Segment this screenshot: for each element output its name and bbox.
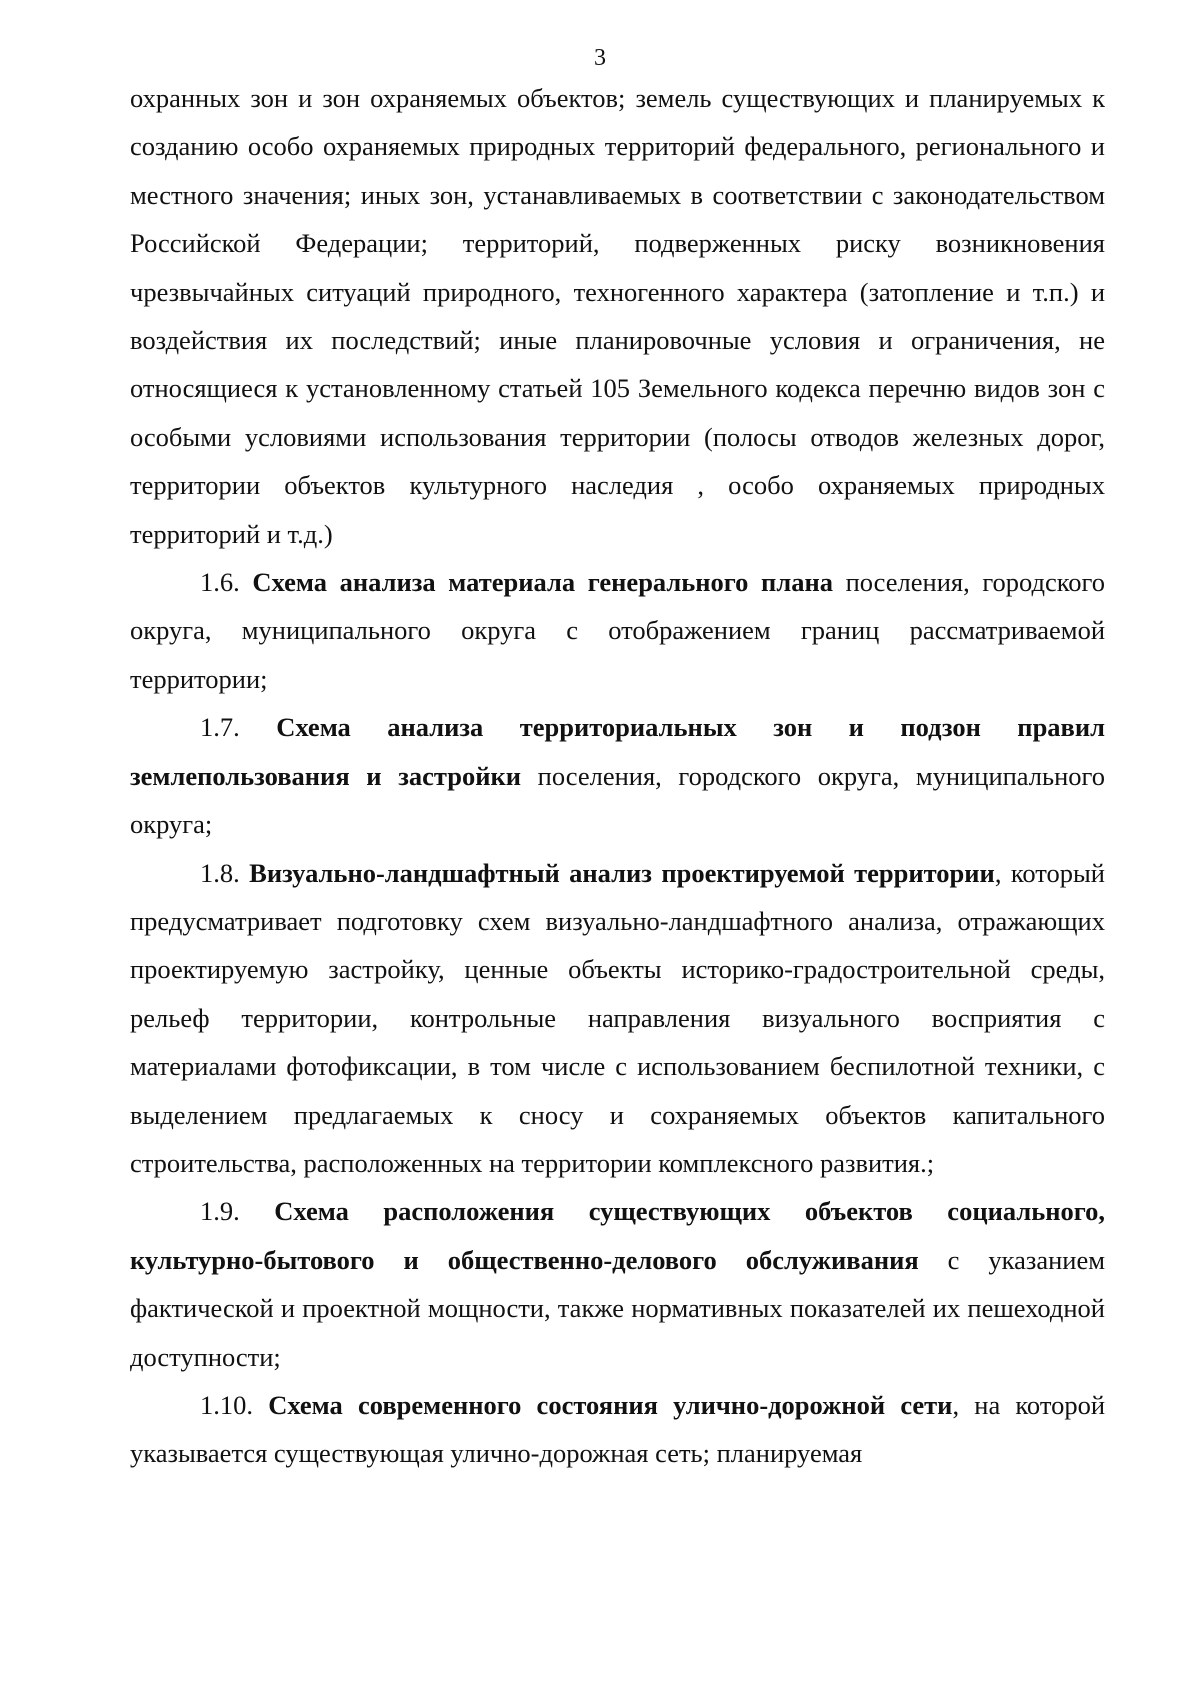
item-number: 1.9.	[200, 1196, 240, 1227]
item-heading: Схема современного состояния улично-дорожной сети	[268, 1389, 953, 1420]
paragraph-item-1-8	[130, 849, 1105, 1188]
item-text: поселения, городского округа, муниципального округа с отображением границ рассматриваемой территории;	[130, 567, 1105, 694]
item-heading: Схема анализа территориальных зон и подзон правил землепользования и застройки	[130, 712, 1106, 791]
item-text: , на которой указывается существующая улично-дорожная сеть; планируемая	[130, 1389, 1106, 1469]
item-heading: Схема анализа материала генерального плана	[252, 567, 833, 598]
paragraph-text: охранных зон и зон охраняемых объектов; земель существующих и планируемых к созданию особо охраняемых природных территорий федерального, регионального и местного значения; иных зон, устанавливаемых в соответствии с законодательством Российской Федерации; территорий, подверженных риску возникновения чрезвычайных ситуаций природного, техногенного характера (затопление и т.п.) и воздействия их последствий; иные планировочные условия и ограничения, не относящиеся к установленному статьей 105 Земельного кодекса перечню видов зон с особыми условиями использования территории (полосы отводов железных дорог, территории объектов культурного наследия , особо охраняемых природных территорий и т.д.)	[130, 83, 1105, 549]
paragraph-item-1-10	[130, 1381, 1105, 1478]
item-heading: Визуально-ландшафтный анализ проектируемой территории	[249, 857, 995, 888]
paragraph-continuation	[130, 74, 1105, 558]
item-number: 1.7.	[200, 712, 240, 743]
item-text: с указанием фактической и проектной мощности, также нормативных показателей их пешеходной доступности;	[130, 1244, 1106, 1372]
item-heading: Схема расположения существующих объектов социального, культурно-бытового и общественно-делового обслуживания	[130, 1196, 1105, 1275]
paragraph-item-1-9	[130, 1187, 1105, 1381]
paragraph-item-1-7	[130, 703, 1105, 848]
item-number: 1.10.	[200, 1389, 253, 1420]
paragraph-item-1-6	[130, 558, 1105, 703]
item-number: 1.6.	[200, 567, 240, 598]
document-body	[130, 74, 1105, 1478]
page-number: 3	[594, 45, 606, 71]
item-number: 1.8.	[200, 857, 240, 888]
item-text: , который предусматривает подготовку схем визуально-ландшафтного анализа, отражающих проектируемую застройку, ценные объекты историко-градостроительной среды, рельеф территории, контрольные направления визуального восприятия с материалами фотофиксации, в том числе с использованием беспилотной техники, с выделением предлагаемых к сносу и сохраняемых объектов капитального строительства, расположенных на территории комплексного развития.;	[130, 857, 1105, 1178]
item-text: поселения, городского округа, муниципального округа;	[130, 760, 1106, 840]
